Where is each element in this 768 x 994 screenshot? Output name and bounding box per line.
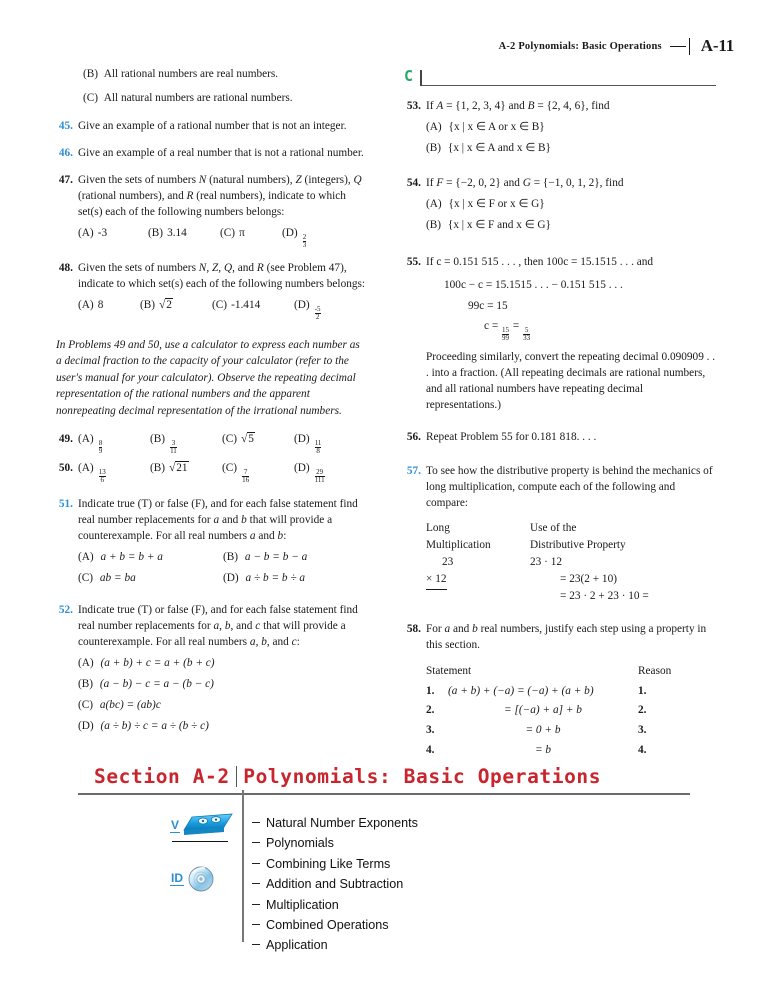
option-text: All natural numbers are rational numbers. — [103, 92, 293, 105]
video-icon — [170, 813, 234, 842]
exercise-46 — [56, 145, 368, 161]
section-label: Section A-2 — [94, 765, 230, 788]
section-title: Polynomials: Basic Operations — [243, 765, 602, 788]
table-row — [426, 682, 716, 702]
row-statement: = 0 + b — [525, 724, 561, 737]
option-a: (A) a + b = b + a — [78, 550, 163, 563]
exercise-number: 53. — [406, 100, 421, 112]
exercise-text: Give an example of a real number that is not a rational number. — [78, 147, 364, 160]
media-icon-column — [78, 811, 242, 956]
fraction: $\frac{-5}{2}$ — [314, 304, 321, 321]
dp-line-1: 23 · 12 — [530, 555, 563, 568]
two-column-body — [56, 66, 716, 772]
dp-head-1: Use of the — [530, 522, 577, 535]
derivation-line-1: 100c − c = 15.1515 . . . − 0.151 515 . . . — [444, 279, 623, 292]
option-c: (C) √5 — [222, 432, 254, 445]
exercise-55 — [404, 254, 716, 413]
exercise-number: 47. — [58, 174, 73, 187]
row-number: 2. — [426, 704, 435, 717]
distributive-property-column — [530, 520, 716, 605]
statement-reason-table — [426, 662, 716, 761]
exercise-48 — [56, 260, 368, 321]
cd-icon-label: ID — [171, 871, 183, 886]
column-header-reason: Reason — [638, 664, 672, 677]
table-row — [426, 741, 716, 761]
right-column — [404, 66, 716, 772]
exercise-58 — [404, 621, 716, 761]
option-c: (C) π — [220, 227, 245, 240]
option-c: (C) $\frac{7}{16}$ — [222, 461, 250, 484]
exercise-51-options — [78, 549, 368, 591]
table-row — [426, 721, 716, 741]
fraction: $\frac{15}{99}$ — [502, 325, 510, 342]
exercise-54 — [404, 175, 716, 238]
exercise-text: If F = {−2, 0, 2} and G = {−1, 0, 1, 2}, find — [426, 177, 624, 190]
fraction: $\frac{3}{11}$ — [170, 438, 177, 455]
row-number: 4. — [426, 743, 435, 756]
table-row — [426, 701, 716, 721]
exercise-51 — [56, 496, 368, 591]
exercise-text: For a and b real numbers, justify each step using a property in this section. — [426, 622, 707, 651]
option-d: (D) $\frac{-5}{2}$ — [294, 299, 321, 321]
exercise-text: Repeat Problem 55 for 0.181 818. . . . — [426, 430, 597, 443]
lm-head-2: Multiplication — [426, 538, 491, 551]
left-column — [56, 66, 368, 772]
exercise-lead: If c = 0.151 515 . . . , then 100c = 15.1515 . . . and — [426, 256, 654, 269]
dp-head-2: Distributive Property — [530, 538, 626, 551]
exercise-number: 52. — [58, 603, 73, 616]
radical-icon: √2 — [159, 299, 172, 312]
exercise-number: 55. — [406, 256, 421, 269]
exercise-number: 54. — [406, 177, 421, 190]
derivation-line-3: c = $\frac{15}{99}$ = $\frac{5}{33}$ — [484, 319, 531, 342]
row-statement: (a + b) + (−a) = (−a) + (a + b) — [448, 684, 594, 697]
section-opener-title — [94, 765, 690, 788]
option-c: (C) a(bc) = (ab)c — [78, 699, 161, 712]
exercise-text: Indicate true (T) or false (F), and for each false statement find real number replacements for a and b that will provide a counterexample. For all real numbers a and b: — [78, 497, 358, 542]
exercise-55-derivation — [426, 275, 716, 342]
fraction: $\frac{29}{111}$ — [314, 467, 325, 484]
running-head-vertical-rule — [689, 38, 690, 55]
topic-item: Multiplication — [252, 895, 418, 915]
topic-item: Addition and Subtraction — [252, 874, 418, 894]
video-icon-label: V — [171, 818, 180, 833]
row-statement: = b — [534, 743, 552, 756]
exercise-50 — [56, 462, 368, 484]
vhs-tape-glyph — [182, 813, 234, 839]
section-opener — [78, 765, 690, 956]
option-c: (C) -1.414 — [212, 299, 261, 312]
option-d: (D) (a ÷ b) ÷ c = a ÷ (b ÷ c) — [78, 720, 209, 733]
problems-49-50-instruction: In Problems 49 and 50, use a calculator to express each number as a decimal fraction to the capacity of your calculator (refer to the user's manual for your calculator). Observe the repeating decimal representation of the rational numbers and the apparent nonrepeating decimal representation of the irrational numbers. — [56, 339, 360, 417]
exercise-48-options — [78, 297, 368, 321]
topic-dash — [252, 822, 260, 823]
fraction: $\frac{2}{3}$ — [302, 232, 307, 249]
exercise-text: Give an example of a rational number that is not an integer. — [78, 120, 347, 133]
option-d: (D) a ÷ b = b ÷ a — [223, 571, 306, 584]
option-text: All rational numbers are real numbers. — [103, 68, 279, 80]
option-b: (B) {x | x ∈ F and x ∈ G} — [426, 219, 551, 232]
fraction: $\frac{8}{9}$ — [98, 438, 103, 455]
exercise-55-tail: Proceeding similarly, convert the repeating decimal 0.090909 . . . into a fraction. (All repeating decimals are rational numbers, and all rational numbers have repeating decimal representations.) — [426, 350, 716, 411]
running-head-rule — [670, 46, 686, 47]
option-a: (A) -3 — [78, 227, 108, 240]
row-reason: 4. — [638, 743, 647, 756]
derivation-line-2: 99c = 15 — [468, 299, 508, 312]
option-a: (A) $\frac{8}{9}$ — [78, 432, 103, 455]
section-marker-c — [404, 66, 716, 86]
running-head — [499, 36, 734, 56]
carryover-option-b — [56, 66, 368, 82]
option-b: (B) √21 — [150, 461, 188, 474]
lm-operand-1: 23 — [442, 555, 454, 568]
carryover-option-c — [56, 90, 368, 106]
option-b: (B) 3.14 — [148, 227, 187, 240]
long-multiplication-column — [426, 520, 530, 605]
exercise-number: 57. — [406, 464, 421, 477]
exercise-text: To see how the distributive property is behind the mechanics of long multiplication, compute each of the following and compare: — [426, 464, 713, 509]
row-reason: 1. — [638, 684, 647, 697]
topic-list — [252, 811, 418, 956]
topic-item: Application — [252, 935, 418, 955]
option-d: (D) $\frac{11}{8}$ — [294, 432, 322, 455]
topic-item: Natural Number Exponents — [252, 813, 418, 833]
lm-operand-2: × 12 — [426, 571, 530, 590]
option-label: (B) — [83, 68, 99, 80]
option-a: (A) {x | x ∈ A or x ∈ B} — [426, 121, 545, 134]
section-opener-lower — [78, 811, 690, 956]
topic-dash — [252, 924, 260, 925]
exercise-number: 51. — [58, 497, 73, 510]
topic-item: Combined Operations — [252, 915, 418, 935]
radical-icon: √21 — [169, 461, 188, 474]
radical-icon: √5 — [241, 432, 254, 445]
topic-item: Polynomials — [252, 833, 418, 853]
exercise-number: 50. — [58, 461, 73, 474]
exercise-number: 48. — [58, 262, 73, 275]
fraction: $\frac{11}{8}$ — [314, 438, 322, 455]
option-b: (B) a − b = b − a — [223, 550, 308, 563]
exercise-53-options — [426, 119, 716, 156]
exercise-47 — [56, 172, 368, 249]
option-a: (A) $\frac{13}{6}$ — [78, 461, 106, 484]
topic-dash — [252, 904, 260, 905]
topic-dash — [252, 944, 260, 945]
row-number: 1. — [426, 684, 435, 697]
exercise-45 — [56, 118, 368, 134]
topic-item: Combining Like Terms — [252, 854, 418, 874]
exercise-49 — [56, 433, 368, 455]
option-b: (B) {x | x ∈ A and x ∈ B} — [426, 142, 551, 155]
title-separator — [236, 766, 238, 787]
option-a: (A) 8 — [78, 299, 104, 312]
exercise-text: Given the sets of numbers N, Z, Q, and R (see Problem 47), indicate to which set(s) each of the following numbers belongs: — [78, 262, 366, 291]
page-number: A-11 — [700, 36, 734, 55]
option-label: (C) — [83, 92, 99, 105]
video-icon-baseline — [172, 841, 228, 842]
section-marker-letter: C — [404, 67, 414, 85]
table-header-row — [426, 662, 716, 682]
option-d: (D) $\frac{29}{111}$ — [294, 461, 325, 484]
column-header-statement: Statement — [426, 664, 472, 677]
exercise-52 — [56, 602, 368, 739]
exercise-text: Indicate true (T) or false (F), and for each false statement find real number replacements for a, b, and c that will provide a counterexample. For all real numbers a, b, and c: — [78, 603, 358, 648]
section-opener-rule — [78, 793, 690, 795]
option-b: (B) $\frac{3}{11}$ — [150, 432, 177, 455]
dp-line-3: = 23 · 2 + 23 · 10 = — [560, 589, 649, 602]
lm-head-1: Long — [426, 522, 450, 535]
option-a: (A) {x | x ∈ F or x ∈ G} — [426, 198, 545, 211]
topic-dash — [252, 863, 260, 864]
exercise-56 — [404, 429, 716, 445]
compact-disc-glyph — [186, 864, 216, 894]
exercise-54-options — [426, 196, 716, 233]
exercise-57 — [404, 463, 716, 605]
topic-dash — [252, 842, 260, 843]
row-reason: 2. — [638, 704, 647, 717]
option-b: (B) (a − b) − c = a − (b − c) — [78, 678, 214, 691]
exercise-47-options — [78, 225, 368, 249]
exercise-number: 58. — [406, 622, 421, 635]
opener-vertical-divider — [242, 790, 244, 942]
exercise-53 — [404, 98, 716, 161]
option-b: (B) √2 — [140, 299, 172, 312]
exercise-text: If A = {1, 2, 3, 4} and B = {2, 4, 6}, find — [426, 100, 610, 112]
fraction: $\frac{13}{6}$ — [98, 467, 106, 484]
exercise-number: 46. — [58, 147, 73, 160]
exercise-number: 56. — [406, 430, 421, 443]
exercise-number: 45. — [58, 120, 73, 133]
exercise-number: 49. — [58, 432, 73, 445]
fraction: $\frac{7}{16}$ — [242, 467, 250, 484]
option-a: (A) (a + b) + c = a + (b + c) — [78, 657, 215, 670]
row-number: 3. — [426, 724, 435, 737]
fraction: $\frac{5}{33}$ — [523, 325, 531, 342]
row-statement: = [(−a) + a] + b — [504, 704, 582, 717]
exercise-57-comparison — [426, 520, 716, 605]
cd-icon — [170, 864, 216, 894]
option-c: (C) ab = ba — [78, 571, 136, 584]
option-d: (D) $\frac{2}{3}$ — [282, 227, 307, 249]
dp-line-2: = 23(2 + 10) — [560, 572, 617, 585]
running-head-text: A-2 Polynomials: Basic Operations — [498, 40, 662, 52]
exercise-text: Given the sets of numbers N (natural numbers), Z (integers), Q (rational numbers), and R (real numbers), indicate to which set(s) each of the following numbers belongs: — [78, 174, 362, 219]
topic-dash — [252, 883, 260, 884]
exercise-52-options — [78, 655, 368, 734]
row-reason: 3. — [638, 724, 647, 737]
section-marker-rule — [422, 85, 716, 87]
